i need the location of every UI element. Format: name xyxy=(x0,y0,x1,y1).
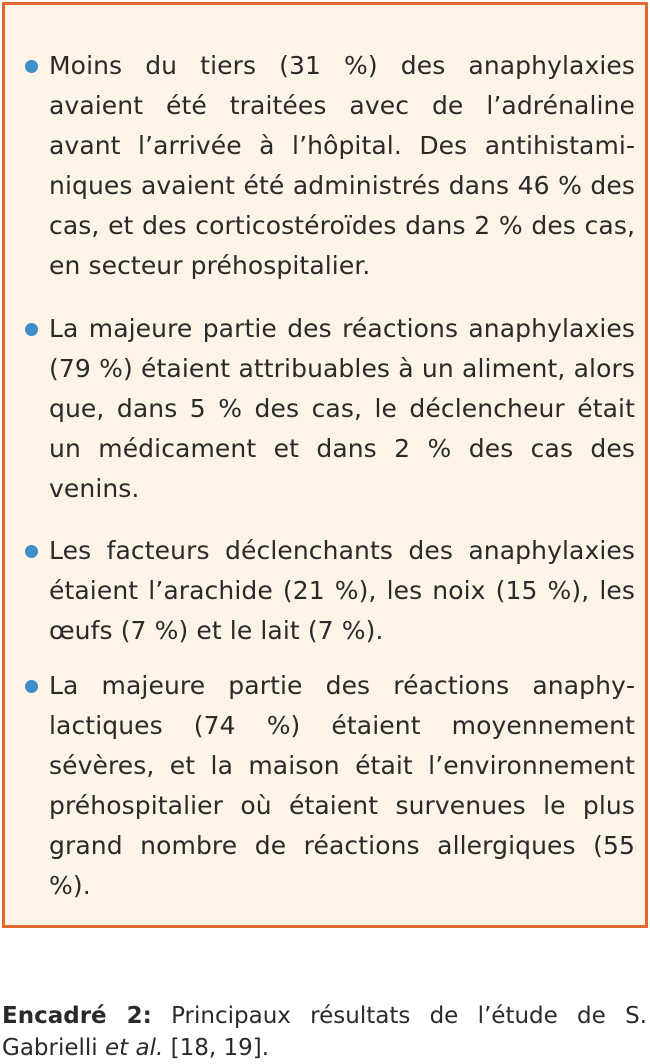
list-item-text: Moins du tiers (31 %) des anaphylaxies avaient été traitées avec de l’adrénaline avant l’arrivée à l’hôpital. Des antihistaminiques avaient été administrés dans 46 % des cas, et des corticostéroïdes dans 2 % des cas, en secteur préhospitalier. xyxy=(49,51,635,280)
list-item-text: La majeure partie des réactions anaphylaxies (79 %) étaient attribuables à un aliment, alors que, dans 5 % des cas, le déclencheur était un médicament et dans 2 % des cas des venins. xyxy=(49,314,635,503)
box-caption xyxy=(2,1000,647,1064)
caption-text: Principaux résultats de l’étude de S. Gabrielli xyxy=(2,1003,647,1061)
key-findings-box xyxy=(2,2,648,928)
bullet-icon xyxy=(25,60,38,73)
bullet-icon xyxy=(25,323,38,336)
list-item-text: Les facteurs déclenchants des anaphylaxies étaient l’arachide (21 %), les noix (15 %), les œufs (7 %) et le lait (7 %). xyxy=(49,536,635,645)
bullet-icon xyxy=(25,545,38,558)
caption-reference: [18, 19]. xyxy=(163,1035,270,1061)
bullet-icon xyxy=(25,680,38,693)
list-item-text: La majeure partie des réactions anaphylactiques (74 %) étaient moyennement sévères, et la maison était l’environnement préhospitalier où étaient survenues le plus grand nombre de réactions allergiques (55 %). xyxy=(49,671,635,900)
caption-label: Encadré 2: xyxy=(2,1003,152,1029)
caption-italic: et al. xyxy=(105,1035,164,1061)
